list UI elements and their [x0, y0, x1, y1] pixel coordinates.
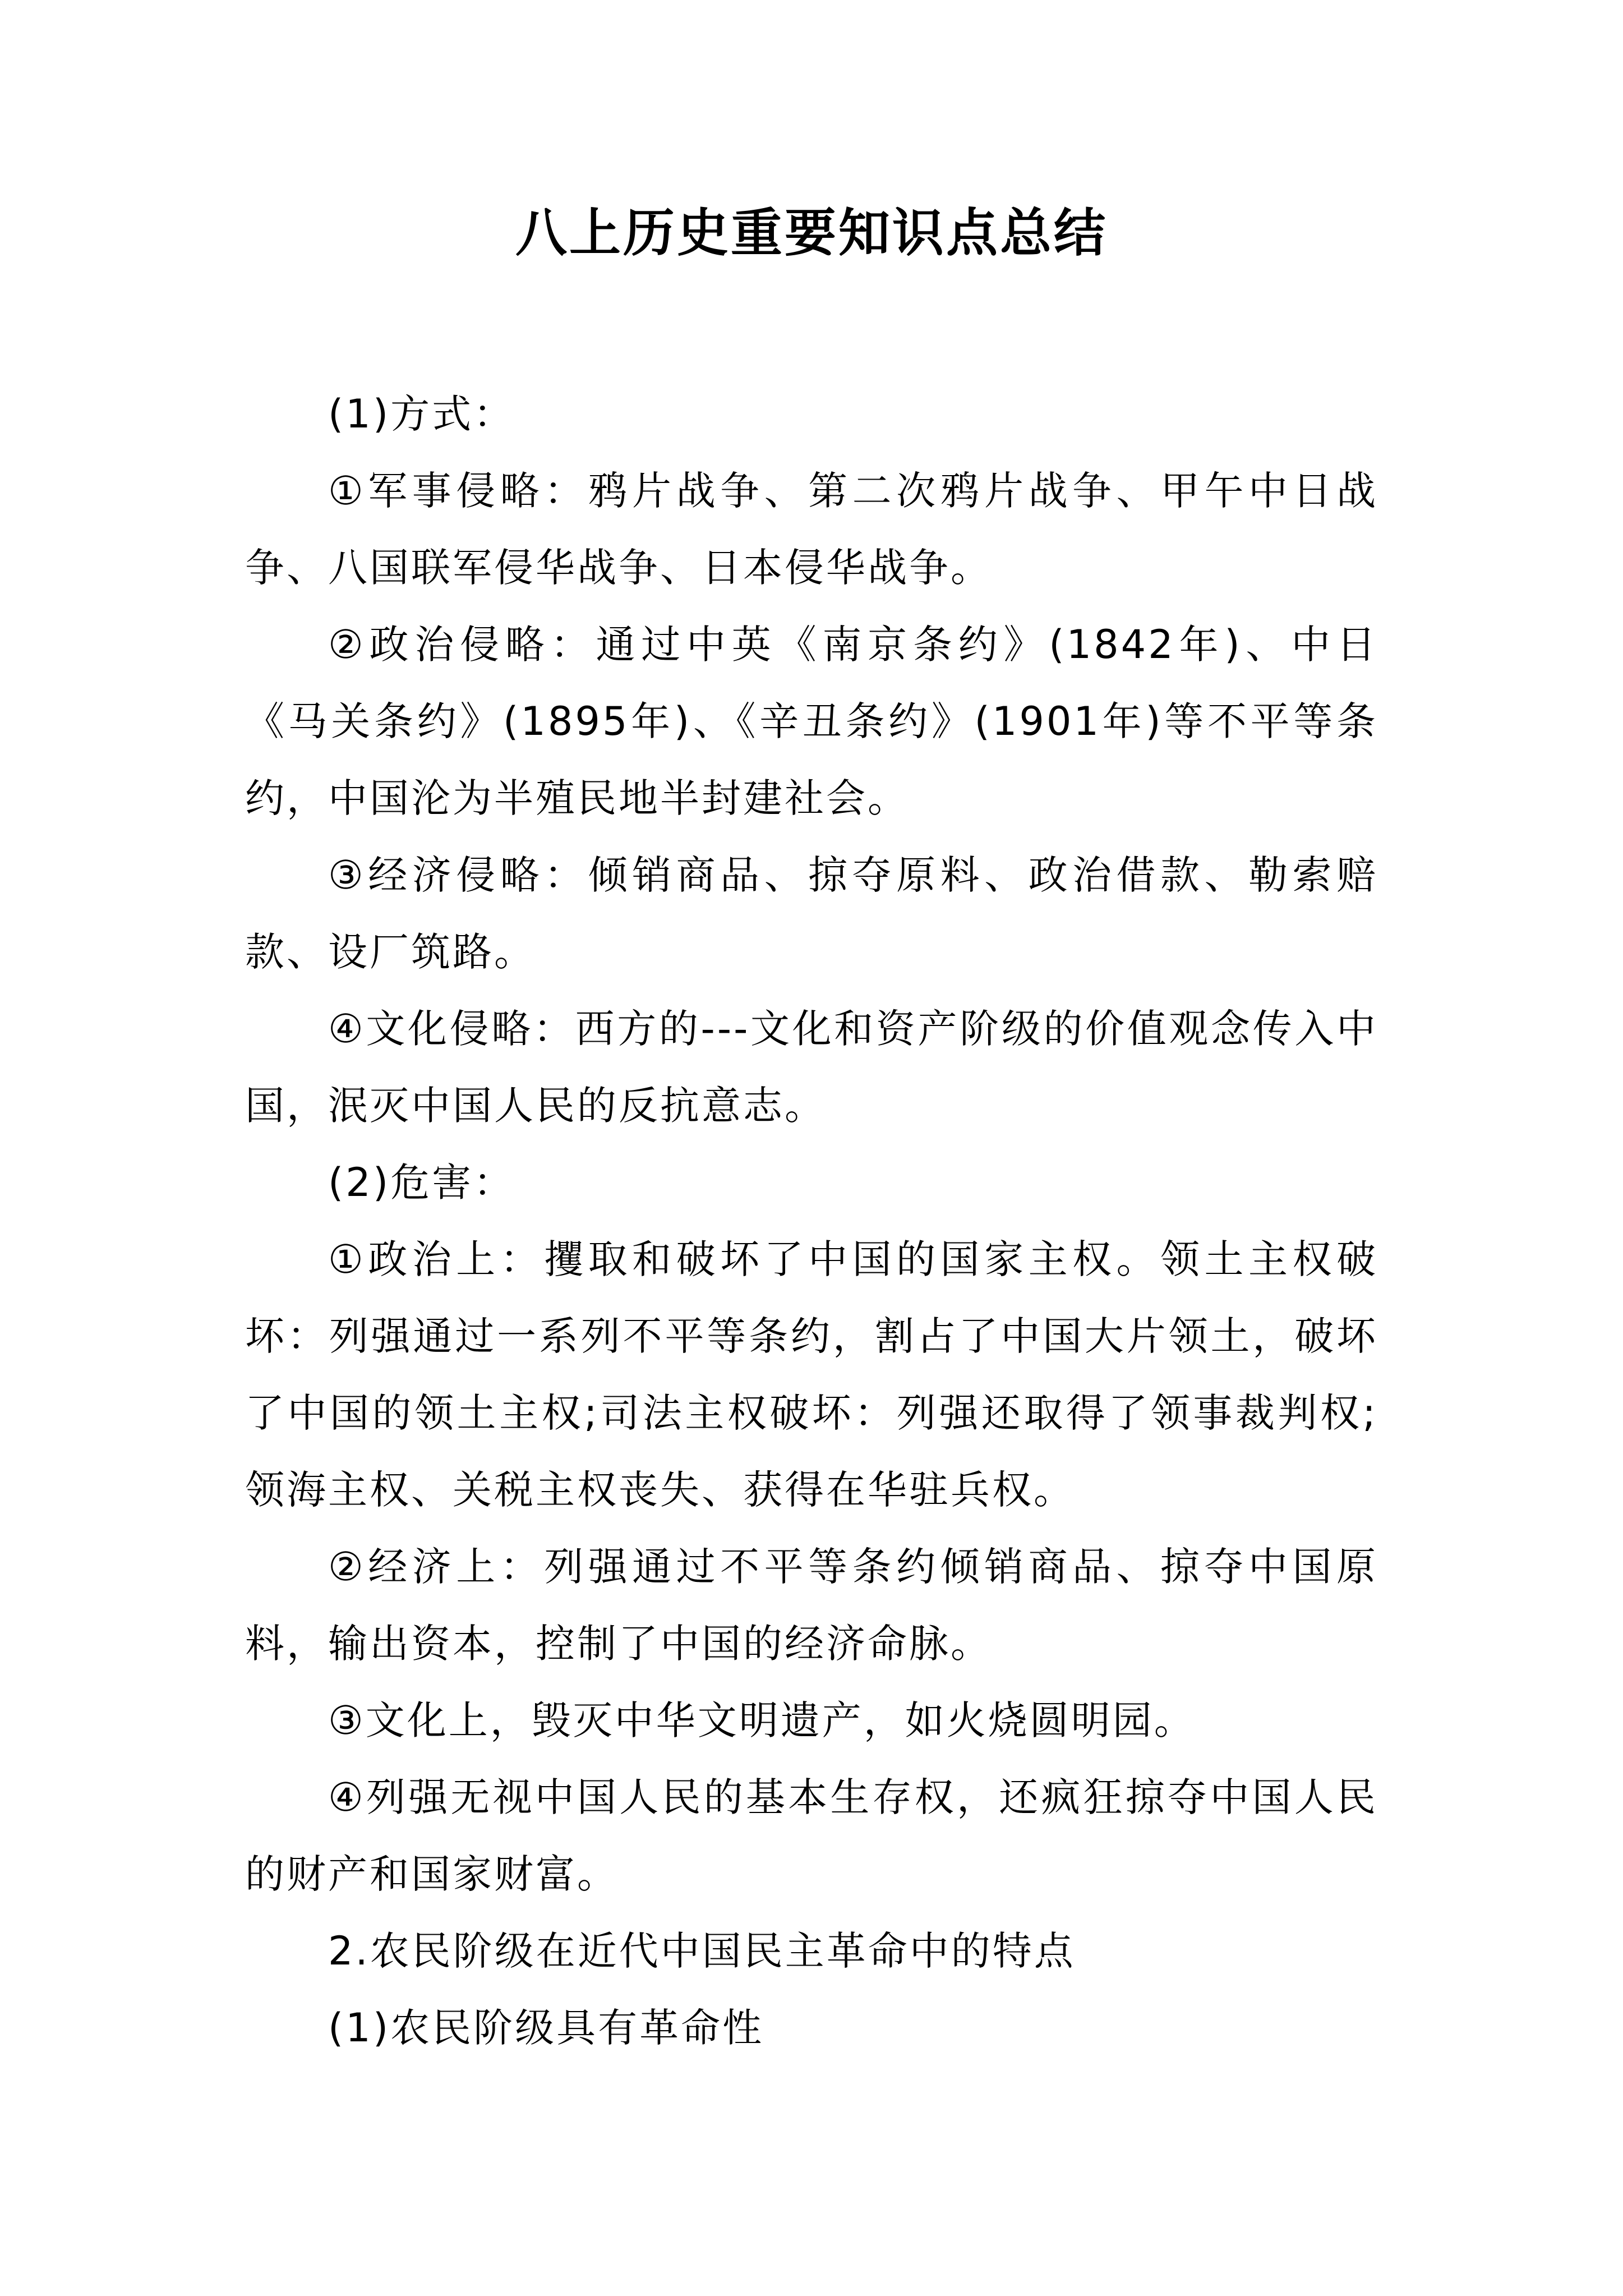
document-title: 八上历史重要知识点总结: [515, 203, 1108, 263]
paragraph-political-aggression: ②政治侵略：通过中英《南京条约》(1842年)、中日《马关条约》(1895年)、《辛丑条约》(1901年)等不平等条约，中国沦为半殖民地半封建社会。: [245, 622, 1378, 821]
paragraph-cultural-harm: ③文化上，毁灭中华文明遗产，如火烧圆明园。: [328, 1697, 1196, 1743]
paragraph-survival-rights: ④列强无视中国人民的基本生存权，还疯狂掠夺中国人民的财产和国家财富。: [245, 1774, 1378, 1897]
paragraph-military-aggression: ①军事侵略：鸦片战争、第二次鸦片战争、甲午中日战争、八国联军侵华战争、日本侵华战争。: [245, 468, 1378, 591]
paragraph-method-heading: (1)方式：: [328, 391, 515, 437]
paragraph-section-2-heading: 2.农民阶级在近代中国民主革命中的特点: [328, 1928, 1076, 1974]
paragraph-peasant-revolutionary: (1)农民阶级具有革命性: [328, 2005, 764, 2051]
paragraph-economic-aggression: ③经济侵略：倾销商品、掠夺原料、政治借款、勒索赔款、设厂筑路。: [245, 852, 1378, 975]
paragraph-political-harm: ①政治上：攫取和破坏了中国的国家主权。领土主权破坏：列强通过一系列不平等条约，割占了中国大片领土，破坏了中国的领土主权;司法主权破坏：列强还取得了领事裁判权;领海主权、关税主权丧失、获得在华驻兵权。: [245, 1236, 1378, 1513]
paragraph-harm-heading: (2)危害：: [328, 1159, 515, 1205]
paragraph-economic-harm: ②经济上：列强通过不平等条约倾销商品、掠夺中国原料，输出资本，控制了中国的经济命脉。: [245, 1544, 1378, 1667]
document-body: [245, 376, 1378, 2067]
paragraph-cultural-aggression: ④文化侵略：西方的---文化和资产阶级的价值观念传入中国，泯灭中国人民的反抗意志。: [245, 1006, 1378, 1129]
